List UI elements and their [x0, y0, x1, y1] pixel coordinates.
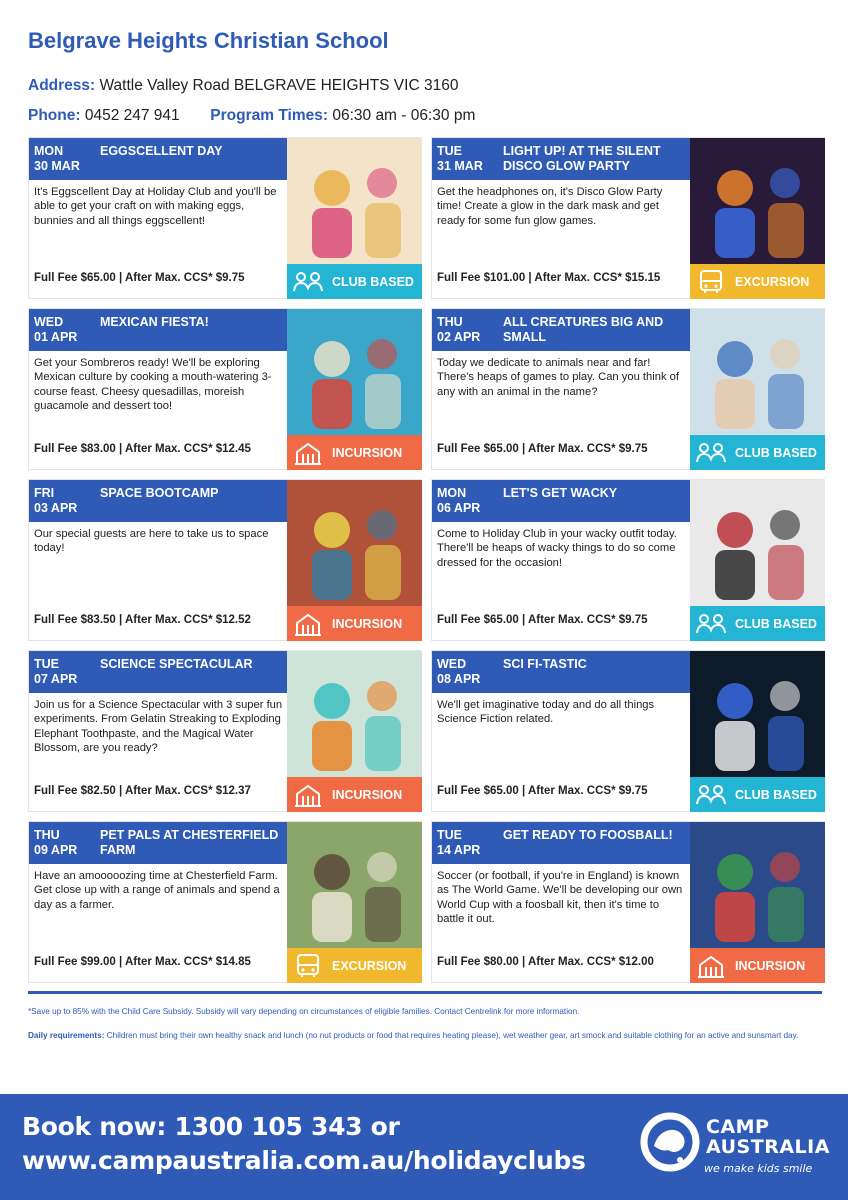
event-day: MON [437, 486, 467, 500]
logo-tagline: we make kids smile [704, 1162, 813, 1175]
bus-icon [292, 953, 332, 979]
event-fee: Full Fee $83.50 | After Max. CCS* $12.52 [34, 614, 251, 626]
booking-url[interactable]: www.campaustralia.com.au/holidayclubs [22, 1146, 586, 1175]
event-day: TUE [437, 828, 462, 842]
event-description: Come to Holiday Club in your wacky outfit today. There'll be heaps of wacky things to do so come dressed for the occasion! [437, 528, 677, 569]
event-fee: Full Fee $65.00 | After Max. CCS* $9.75 [437, 785, 648, 797]
event-description: Get your Sombreros ready! We'll be exploring Mexican culture by cooking a mouth-watering 3-course feast. Cheesy quesadillas, moreish guacamole and dessert too! [34, 357, 272, 413]
event-photo [287, 480, 422, 606]
event-photo [287, 309, 422, 435]
event-description: Have an amooooozing time at Chesterfield Farm. Get close up with a range of animals and spend a day as a farmer. [34, 870, 280, 911]
event-type-label: CLUB BASED [735, 787, 817, 802]
event-date-value: 09 APR [34, 843, 78, 857]
event-type-badge [287, 435, 422, 470]
booking-banner [0, 1094, 848, 1200]
event-photo [690, 651, 825, 777]
event-date [432, 822, 498, 864]
event-title: SCI FI-TASTIC [498, 651, 690, 693]
address-label: Address: [28, 77, 96, 94]
school-title: Belgrave Heights Christian School [28, 28, 389, 53]
event-title: PET PALS AT CHESTERFIELD FARM [95, 822, 287, 864]
event-date [29, 651, 95, 693]
logo-icon [640, 1112, 700, 1172]
event-title: LIGHT UP! AT THE SILENT DISCO GLOW PARTY [498, 138, 690, 180]
event-fee: Full Fee $65.00 | After Max. CCS* $9.75 [437, 614, 648, 626]
event-fee: Full Fee $80.00 | After Max. CCS* $12.00 [437, 956, 654, 968]
event-type-label: CLUB BASED [735, 445, 817, 460]
event-fee: Full Fee $83.00 | After Max. CCS* $12.45 [34, 443, 251, 455]
event-day: THU [437, 315, 463, 329]
event-date-value: 01 APR [34, 330, 78, 344]
event-type-label: INCURSION [735, 958, 806, 973]
event-card [28, 479, 422, 641]
event-card [28, 308, 422, 470]
event-fee: Full Fee $99.00 | After Max. CCS* $14.85 [34, 956, 251, 968]
people-icon [292, 269, 332, 295]
event-fee: Full Fee $65.00 | After Max. CCS* $9.75 [34, 272, 245, 284]
program-times-value: 06:30 am - 06:30 pm [332, 107, 476, 124]
event-type-label: EXCURSION [735, 274, 810, 289]
event-date [29, 822, 95, 864]
event-title: GET READY TO FOOSBALL! [498, 822, 690, 864]
event-photo [287, 651, 422, 777]
event-title: MEXICAN FIESTA! [95, 309, 287, 351]
event-card [28, 821, 422, 983]
address-value: Wattle Valley Road BELGRAVE HEIGHTS VIC 3160 [99, 77, 459, 94]
event-fee: Full Fee $101.00 | After Max. CCS* $15.15 [437, 272, 661, 284]
event-description: Get the headphones on, it's Disco Glow Party time! Create a glow in the dark mask and get ready for some fun glow games. [437, 186, 663, 227]
event-photo [690, 309, 825, 435]
phone-label: Phone: [28, 107, 81, 124]
people-icon [695, 782, 735, 808]
event-photo [690, 822, 825, 948]
event-type-badge [690, 777, 825, 812]
event-date-value: 08 APR [437, 672, 481, 686]
requirements-text: Children must bring their own healthy snack and lunch (no nut products or food that requires heating please), wet weather gear, art smock and suitable clothing for an active and sunsmart day. [106, 1031, 799, 1040]
event-title: SCIENCE SPECTACULAR [95, 651, 287, 693]
event-date-value: 30 MAR [34, 159, 80, 173]
divider [28, 991, 822, 994]
event-title: EGGSCELLENT DAY [95, 138, 287, 180]
event-card [431, 821, 825, 983]
event-day: WED [34, 315, 64, 329]
event-card [431, 137, 825, 299]
booking-text [22, 1110, 586, 1178]
bus-icon [695, 269, 735, 295]
event-photo [690, 480, 825, 606]
event-type-badge [287, 264, 422, 299]
phone-value: 0452 247 941 [84, 107, 180, 124]
building-icon [695, 953, 735, 979]
event-fee: Full Fee $65.00 | After Max. CCS* $9.75 [437, 443, 648, 455]
event-card [28, 137, 422, 299]
event-date [29, 138, 95, 180]
event-day: MON [34, 144, 64, 158]
event-title: ALL CREATURES BIG AND SMALL [498, 309, 690, 351]
event-date [29, 309, 95, 351]
subsidy-note: *Save up to 85% with the Child Care Subsidy. Subsidy will vary depending on circumstances of eligible families. Contact Centrelink for more information. [28, 1007, 580, 1016]
event-type-label: EXCURSION [332, 958, 407, 973]
camp-australia-logo [640, 1106, 830, 1186]
event-title: LET'S GET WACKY [498, 480, 690, 522]
event-date [432, 651, 498, 693]
event-fee: Full Fee $82.50 | After Max. CCS* $12.37 [34, 785, 251, 797]
daily-requirements [28, 1026, 822, 1046]
event-type-label: INCURSION [332, 616, 403, 631]
program-times-label: Program Times: [210, 107, 329, 124]
event-date-value: 03 APR [34, 501, 78, 515]
logo-text-australia: AUSTRALIA [706, 1136, 830, 1158]
booking-phone: Book now: 1300 105 343 or [22, 1112, 400, 1141]
event-date [432, 309, 498, 351]
event-date-value: 07 APR [34, 672, 78, 686]
event-date-value: 31 MAR [437, 159, 483, 173]
event-date-value: 02 APR [437, 330, 481, 344]
people-icon [695, 440, 735, 466]
contact-line [28, 107, 475, 125]
event-date [432, 138, 498, 180]
event-type-badge [690, 435, 825, 470]
event-day: THU [34, 828, 60, 842]
event-type-badge [690, 948, 825, 983]
event-photo [690, 138, 825, 264]
event-type-badge [287, 777, 422, 812]
event-title: SPACE BOOTCAMP [95, 480, 287, 522]
event-card [431, 479, 825, 641]
event-type-label: CLUB BASED [332, 274, 414, 289]
event-type-badge [690, 606, 825, 641]
event-card [431, 308, 825, 470]
building-icon [292, 782, 332, 808]
event-day: FRI [34, 486, 55, 500]
event-type-badge [287, 948, 422, 983]
event-type-badge [287, 606, 422, 641]
event-type-label: CLUB BASED [735, 616, 817, 631]
event-date-value: 06 APR [437, 501, 481, 515]
address-line [28, 77, 458, 95]
event-type-label: INCURSION [332, 787, 403, 802]
event-day: TUE [34, 657, 59, 671]
event-photo [287, 822, 422, 948]
people-icon [695, 611, 735, 637]
event-type-badge [690, 264, 825, 299]
event-date [29, 480, 95, 522]
event-day: TUE [437, 144, 462, 158]
requirements-label: Daily requirements: [28, 1031, 105, 1040]
event-day: WED [437, 657, 467, 671]
event-card [431, 650, 825, 812]
event-description: Our special guests are here to take us to space today! [34, 528, 269, 555]
event-date [432, 480, 498, 522]
event-description: Soccer (or football, if you're in England) is known as The World Game. We'll be developing our own World Cup with a foosball kit, then it's time to battle it out. [437, 870, 683, 926]
event-type-label: INCURSION [332, 445, 403, 460]
event-photo [287, 138, 422, 264]
event-description: It's Eggscellent Day at Holiday Club and you'll be able to get your craft on with making eggs, bunnies and all things eggscellent! [34, 186, 277, 227]
event-date-value: 14 APR [437, 843, 481, 857]
event-description: We'll get imaginative today and do all things Science Fiction related. [437, 699, 655, 726]
event-card [28, 650, 422, 812]
event-description: Join us for a Science Spectacular with 3 super fun experiments. From Gelatin Streaking to Exploding Elephant Toothpaste, and the Magical Water Blossom, are you ready? [34, 699, 283, 755]
event-description: Today we dedicate to animals near and far! There's heaps of games to play. Can you think of any with an animal in the name? [437, 357, 679, 398]
building-icon [292, 440, 332, 466]
logo-text-camp: CAMP [706, 1116, 770, 1138]
building-icon [292, 611, 332, 637]
